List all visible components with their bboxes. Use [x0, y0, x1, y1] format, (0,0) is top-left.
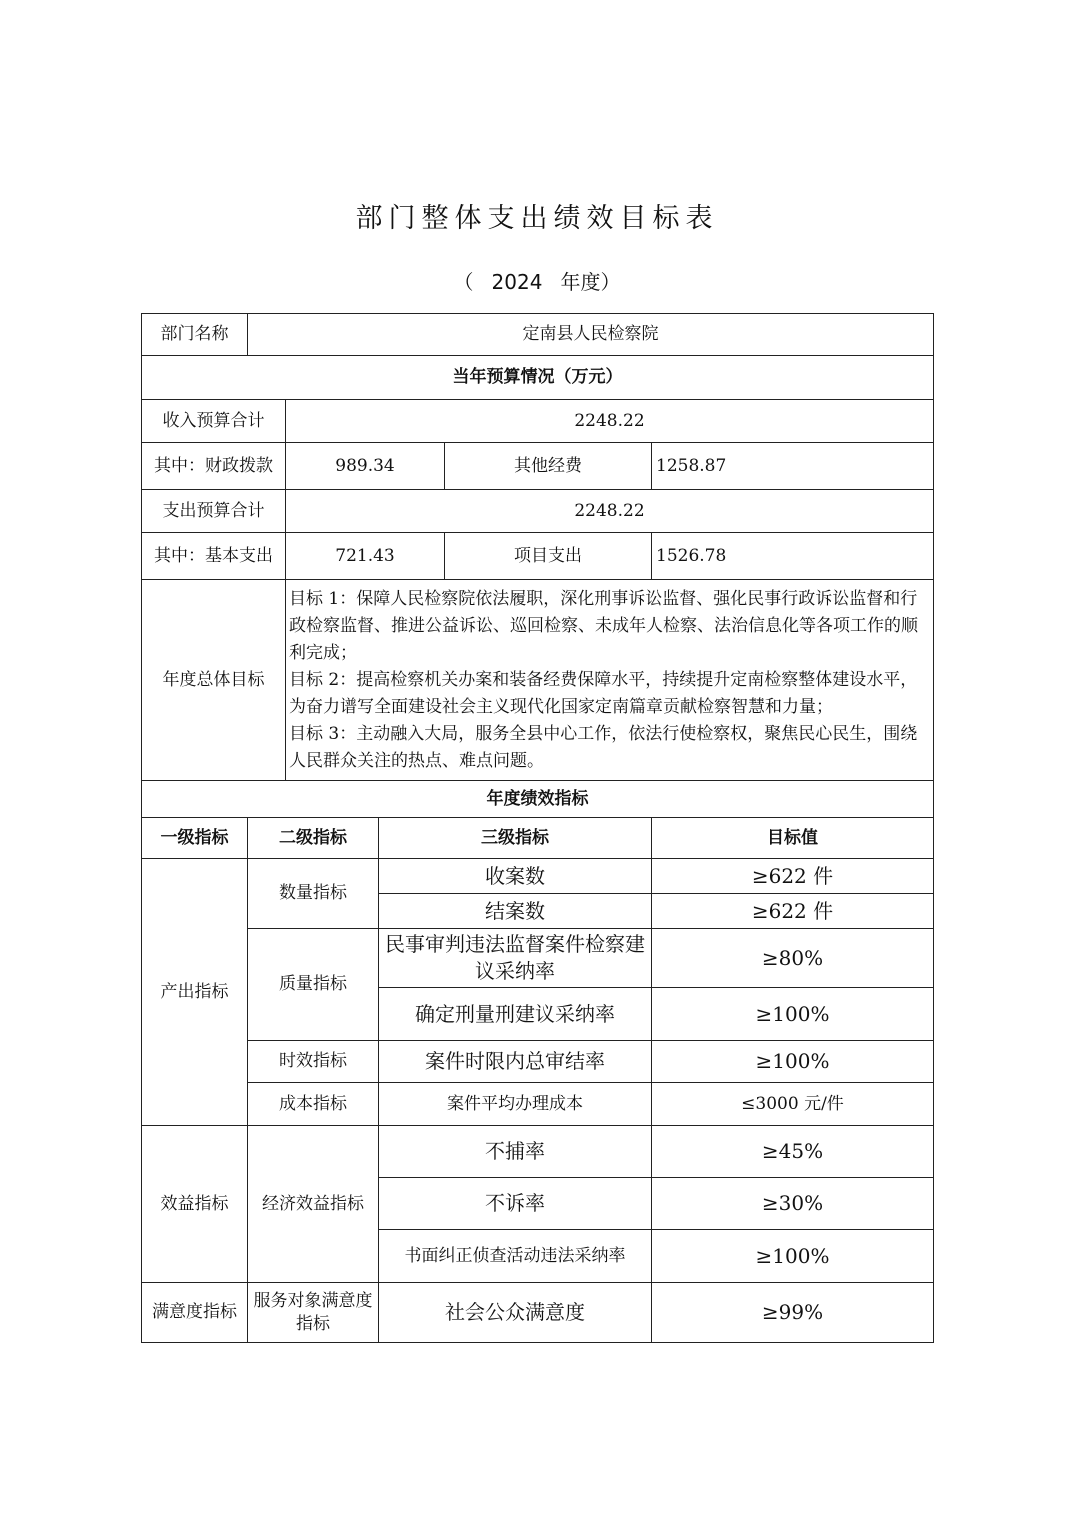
indicator-target: ≥100% [652, 1041, 934, 1083]
dept-label: 部门名称 [142, 314, 248, 356]
expense-total-value: 2248.22 [286, 490, 934, 533]
basic-label: 其中：基本支出 [142, 533, 286, 580]
satisfaction-sub-label: 服务对象满意度指标 [248, 1283, 379, 1343]
economic-label: 经济效益指标 [248, 1126, 379, 1283]
expense-total-label: 支出预算合计 [142, 490, 286, 533]
project-label: 项目支出 [445, 533, 652, 580]
indicator-target: ≥622 件 [652, 859, 934, 894]
indicator-name: 案件时限内总审结率 [379, 1041, 652, 1083]
quality-label: 质量指标 [248, 929, 379, 1041]
fiscal-label: 其中：财政拨款 [142, 443, 286, 490]
indicator-target: ≥99% [652, 1283, 934, 1343]
header-level1: 一级指标 [142, 818, 248, 859]
indicator-name: 社会公众满意度 [379, 1283, 652, 1343]
goals-text [286, 580, 934, 781]
goal-item: 目标 1：保障人民检察院依法履职，深化刑事诉讼监督、强化民事行政诉讼监督和行政检察监督、推进公益诉讼、巡回检察、未成年人检察、法治信息化等各项工作的顺利完成； [289, 588, 918, 663]
quantity-label: 数量指标 [248, 859, 379, 929]
income-total-value: 2248.22 [286, 400, 934, 443]
satisfaction-label: 满意度指标 [142, 1283, 248, 1343]
indicator-name: 民事审判违法监督案件检察建议采纳率 [379, 929, 652, 988]
indicator-name: 案件平均办理成本 [379, 1083, 652, 1126]
goal-item: 目标 3：主动融入大局，服务全县中心工作，依法行使检察权，聚焦民心民生，围绕人民群众关注的热点、难点问题。 [289, 723, 918, 771]
other-label: 其他经费 [445, 443, 652, 490]
year-line [0, 266, 1074, 295]
year-value: 2024 [491, 270, 543, 294]
year-suffix: 年度） [560, 270, 621, 294]
output-label: 产出指标 [142, 859, 248, 1126]
goals-label: 年度总体目标 [142, 580, 286, 781]
goal-item: 目标 2：提高检察机关办案和装备经费保障水平，持续提升定南检察整体建设水平，为奋力谱写全面建设社会主义现代化国家定南篇章贡献检察智慧和力量； [289, 669, 918, 717]
header-target: 目标值 [652, 818, 934, 859]
other-value: 1258.87 [652, 443, 934, 490]
basic-value: 721.43 [286, 533, 445, 580]
project-value: 1526.78 [652, 533, 934, 580]
year-open: （ [453, 270, 474, 294]
header-level3: 三级指标 [379, 818, 652, 859]
indicator-target: ≤3000 元/件 [652, 1083, 934, 1126]
indicator-target: ≥80% [652, 929, 934, 988]
benefit-label: 效益指标 [142, 1126, 248, 1283]
timeliness-label: 时效指标 [248, 1041, 379, 1083]
performance-table [141, 313, 934, 1343]
indicator-target: ≥45% [652, 1126, 934, 1178]
indicator-name: 结案数 [379, 894, 652, 929]
fiscal-value: 989.34 [286, 443, 445, 490]
indicator-name: 收案数 [379, 859, 652, 894]
indicators-section-title: 年度绩效指标 [142, 781, 934, 818]
indicator-target: ≥30% [652, 1178, 934, 1230]
page-title: 部门整体支出绩效目标表 [355, 203, 719, 234]
cost-label: 成本指标 [248, 1083, 379, 1126]
indicator-target: ≥622 件 [652, 894, 934, 929]
dept-value: 定南县人民检察院 [248, 314, 934, 356]
indicator-name: 确定刑量刑建议采纳率 [379, 988, 652, 1041]
income-total-label: 收入预算合计 [142, 400, 286, 443]
indicator-name: 不捕率 [379, 1126, 652, 1178]
budget-section-title: 当年预算情况（万元） [142, 356, 934, 400]
indicator-target: ≥100% [652, 1230, 934, 1283]
header-level2: 二级指标 [248, 818, 379, 859]
indicator-target: ≥100% [652, 988, 934, 1041]
indicator-name: 不诉率 [379, 1178, 652, 1230]
indicator-name: 书面纠正侦查活动违法采纳率 [379, 1230, 652, 1283]
